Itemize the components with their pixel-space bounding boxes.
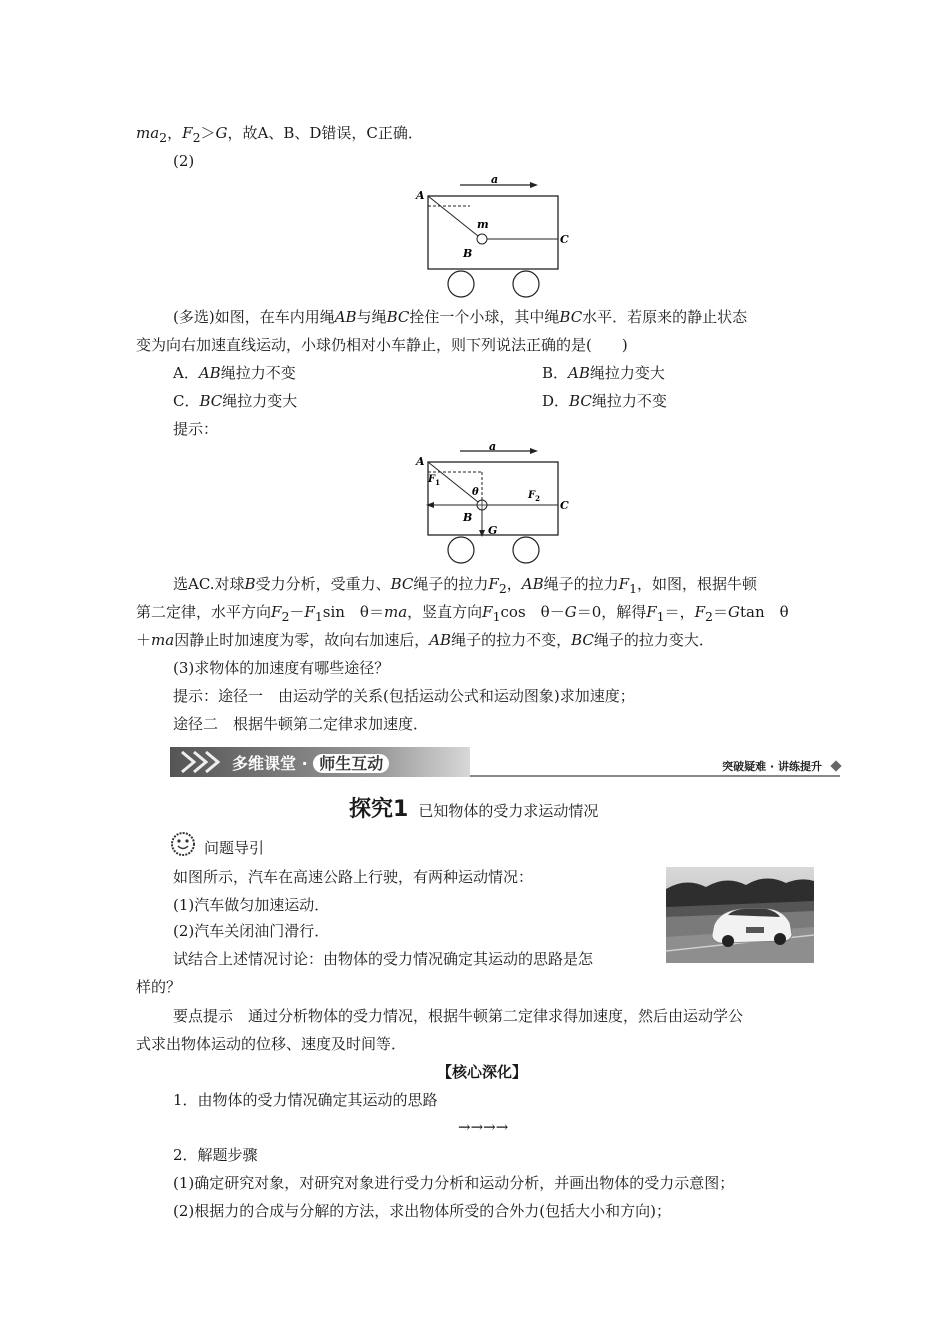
explore-label: 探究1 xyxy=(349,797,409,822)
label-F2: $F_2$ xyxy=(528,490,540,503)
option-a xyxy=(173,363,296,383)
car-image xyxy=(666,867,814,963)
text: cos θ－ xyxy=(500,603,565,621)
text: F xyxy=(482,603,493,621)
text: B xyxy=(244,575,256,593)
sub: 1 xyxy=(656,609,665,624)
text: G xyxy=(564,603,577,621)
option-b xyxy=(542,363,665,383)
text: 绳拉力变大 xyxy=(589,364,665,382)
text: BC xyxy=(569,392,592,410)
text: (多选)如图，在车内用绳 xyxy=(173,308,335,326)
sub: 1 xyxy=(492,609,501,624)
guide-line-4: 试结合上述情况讨论：由物体的受力情况确定其运动的思路是怎 xyxy=(173,950,594,968)
text: 多维课堂 xyxy=(232,754,297,773)
question-number: (2) xyxy=(173,152,195,170)
label-a: a xyxy=(491,173,499,186)
option-d xyxy=(542,391,667,411)
text: 水平．若原来的静止状态 xyxy=(582,308,748,326)
text: tan θ xyxy=(740,603,789,621)
guide-label: 问题导引 xyxy=(204,839,265,857)
text: 受力分析，受重力、 xyxy=(255,575,391,593)
sub: 1 xyxy=(629,581,638,596)
label-C: C xyxy=(560,233,569,246)
question-line-2: 变为向右加速直线运动，小球仍相对小车静止，则下列说法正确的是( ) xyxy=(136,336,628,354)
sub: 2 xyxy=(705,609,713,624)
keypoint-line-1: 要点提示 通过分析物体的受力情况，根据牛顿第二定律求得加速度，然后由运动学公 xyxy=(173,1007,744,1025)
text: 师生互动 xyxy=(313,754,389,773)
solution-line-1 xyxy=(173,574,757,599)
text: ＝ xyxy=(713,603,729,621)
core-heading: 【核心深化】 xyxy=(437,1063,528,1081)
hint-3a: 提示：途径一 由运动学的关系(包括运动公式和运动图象)求加速度； xyxy=(173,687,635,705)
banner-subtitle: 突破疑难 · 讲练提升 xyxy=(722,760,822,773)
section-banner xyxy=(170,747,840,777)
text: D． xyxy=(542,392,570,410)
diamond-icon xyxy=(830,760,841,771)
text: A． xyxy=(173,364,199,382)
text: · xyxy=(301,754,308,773)
text: 因静止时加速度为零，故向右加速后， xyxy=(174,631,430,649)
answer-line xyxy=(136,123,423,148)
text: G xyxy=(728,603,740,621)
smiley-icon xyxy=(170,831,196,857)
text: ＋ xyxy=(136,631,152,649)
label-m: m xyxy=(477,218,489,231)
text: ma xyxy=(136,124,160,142)
text: B． xyxy=(542,364,569,382)
arrow-flow: →→→→ xyxy=(458,1118,509,1136)
cart-figure-2 xyxy=(408,438,578,570)
text: 绳子的拉力 xyxy=(543,575,619,593)
text: 绳拉力不变 xyxy=(591,392,667,410)
text: ＝0，解得 xyxy=(576,603,647,621)
text: BC xyxy=(386,308,410,326)
banner-rule xyxy=(470,775,840,777)
step-1: (1)确定研究对象，对研究对象进行受力分析和运动分析，并画出物体的受力示意图； xyxy=(173,1174,735,1192)
text: ＝， xyxy=(664,603,695,621)
text: 绳子的拉力 xyxy=(413,575,489,593)
label-F1: $F_1$ xyxy=(428,474,440,487)
explore-heading xyxy=(349,792,598,823)
text: ， xyxy=(506,575,522,593)
text: AB xyxy=(334,308,357,326)
text: ，竖直方向 xyxy=(407,603,483,621)
label-C: C xyxy=(560,499,569,512)
banner-title xyxy=(232,751,389,774)
text: 与绳 xyxy=(356,308,387,326)
text: C． xyxy=(173,392,200,410)
text: BC xyxy=(199,392,223,410)
explore-title: 已知物体的受力求运动情况 xyxy=(418,802,599,820)
text: ， xyxy=(167,124,183,142)
text: 绳子的拉力变大． xyxy=(593,631,714,649)
label-theta: θ xyxy=(472,487,479,498)
guide-line-1: 如图所示，汽车在高速公路上行驶，有两种运动情况： xyxy=(173,868,534,886)
text: 绳子的拉力不变， xyxy=(451,631,572,649)
hint-3b: 途径二 根据牛顿第二定律求加速度． xyxy=(173,715,429,733)
text: AB xyxy=(429,631,452,649)
sub: 2 xyxy=(159,130,168,145)
text: AB xyxy=(198,364,221,382)
cart-figure-1 xyxy=(408,172,578,302)
sub: 2 xyxy=(281,609,290,624)
car-photo xyxy=(666,867,814,963)
label-A: A xyxy=(416,455,425,468)
label-A: A xyxy=(416,189,425,202)
guide-line-5: 样的？ xyxy=(136,978,182,996)
text: BC xyxy=(559,308,583,326)
sub: 2 xyxy=(498,581,507,596)
hint-label: 提示： xyxy=(173,420,219,438)
text: 选AC.对球 xyxy=(173,575,245,593)
guide-line-3: (2)汽车关闭油门滑行． xyxy=(173,922,330,940)
label-G: G xyxy=(488,524,498,537)
text: BC xyxy=(390,575,414,593)
text: BC xyxy=(571,631,594,649)
solution-line-2 xyxy=(136,602,789,627)
label-B: B xyxy=(463,511,473,524)
keypoint-line-2: 式求出物体运动的位移、速度及时间等． xyxy=(136,1035,407,1053)
text: 绳拉力不变 xyxy=(220,364,296,382)
question-line-1 xyxy=(173,307,747,327)
solution-line-3 xyxy=(136,630,714,650)
core-item-2: 2．解题步骤 xyxy=(173,1146,258,1164)
text: － xyxy=(289,603,305,621)
text: 第二定律，水平方向 xyxy=(136,603,272,621)
text: AB xyxy=(568,364,590,382)
text: AB xyxy=(521,575,544,593)
text: F xyxy=(182,124,193,142)
step-2: (2)根据力的合成与分解的方法，求出物体所受的合外力(包括大小和方向)； xyxy=(173,1202,671,1220)
text: F xyxy=(618,575,630,593)
label-a: a xyxy=(489,440,497,453)
sub: 2 xyxy=(192,130,201,145)
text: ma xyxy=(151,631,175,649)
text: ＞ xyxy=(200,124,216,142)
text: F xyxy=(646,603,657,621)
text: F xyxy=(304,603,315,621)
text: ma xyxy=(383,603,408,621)
text: sin θ＝ xyxy=(322,603,384,621)
text: ，故A、B、D错误，C正确． xyxy=(227,124,423,142)
guide-line-2: (1)汽车做匀加速运动． xyxy=(173,896,330,914)
text: G xyxy=(215,124,228,142)
question-3: (3)求物体的加速度有哪些途径？ xyxy=(173,659,390,677)
core-item-1: 1．由物体的受力情况确定其运动的思路 xyxy=(173,1091,438,1109)
text: F xyxy=(488,575,499,593)
option-c xyxy=(173,391,297,411)
text: 绳拉力变大 xyxy=(222,392,298,410)
text: ，如图，根据牛顿 xyxy=(637,575,758,593)
text: F xyxy=(694,603,706,621)
label-B: B xyxy=(463,247,473,260)
text: 拴住一个小球，其中绳 xyxy=(409,308,560,326)
sub: 1 xyxy=(314,609,323,624)
text: F xyxy=(271,603,282,621)
double-chevron-icon xyxy=(178,750,224,774)
